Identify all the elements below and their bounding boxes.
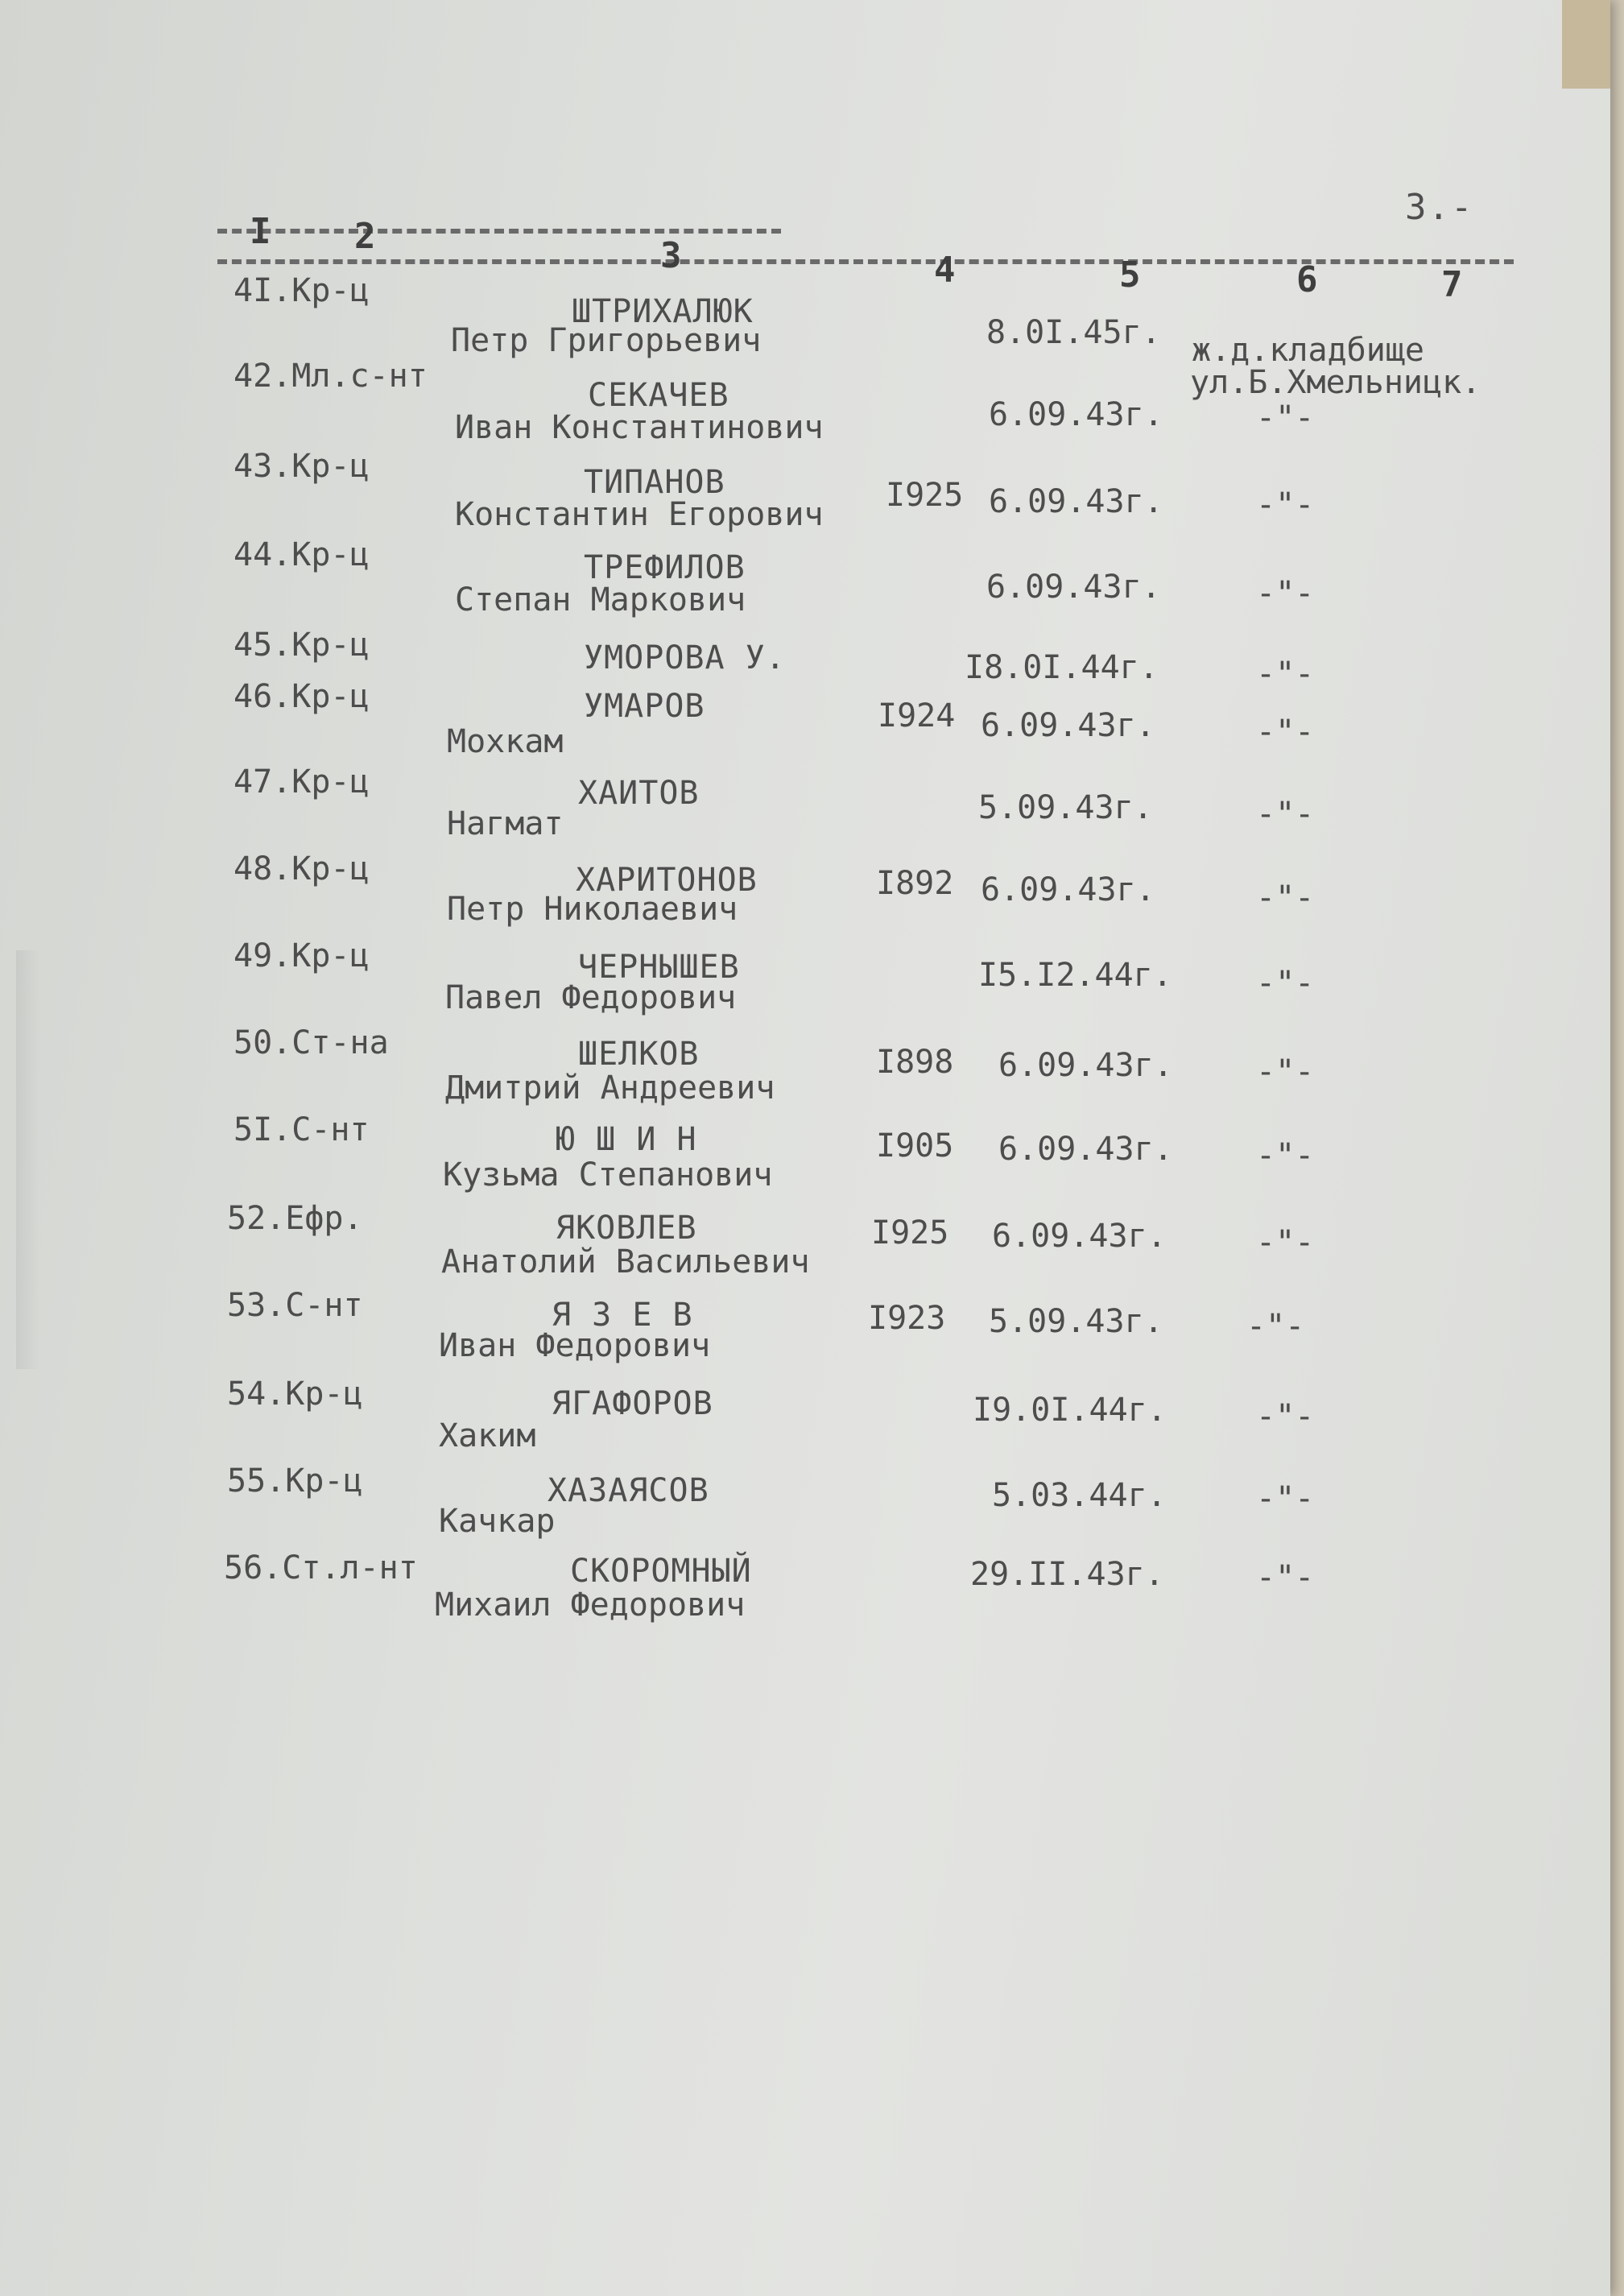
surname: ТРЕФИЛОВ [584, 549, 746, 586]
burial-place: -"- [1256, 1137, 1315, 1174]
burial-place: -"- [1256, 879, 1315, 916]
place-line-continuation: ул.Б.Хмельницк. [1190, 364, 1481, 401]
death-date: 5.03.44г. [992, 1477, 1167, 1514]
death-date: 6.09.43г. [986, 569, 1161, 606]
burial-place: -"- [1256, 965, 1315, 1002]
surname: ШЕЛКОВ [578, 1036, 700, 1073]
surname: СКОРОМНЫЙ [570, 1553, 752, 1590]
list-item [0, 763, 1610, 844]
column-number: 5 [1119, 254, 1141, 296]
burial-place: -"- [1256, 1398, 1315, 1435]
birth-year: I892 [876, 865, 954, 902]
death-date: 6.09.43г. [992, 1218, 1167, 1255]
rank-number: 55.Кр-ц [227, 1462, 363, 1500]
rank-number: 49.Кр-ц [233, 937, 370, 974]
burial-place: -"- [1256, 486, 1315, 523]
surname: Я З Е В [552, 1297, 693, 1334]
death-date: I8.0I.44г. [965, 649, 1159, 686]
death-date: 5.09.43г. [989, 1303, 1163, 1340]
death-date: 8.0I.45г. [986, 314, 1161, 351]
surname: УМАРОВ [584, 688, 705, 725]
given-name: Михаил Федорович [435, 1587, 746, 1624]
given-name: Петр Николаевич [447, 891, 738, 928]
death-date: I9.0I.44г. [973, 1392, 1167, 1429]
given-name: Нагмат [447, 805, 564, 842]
burial-place: -"- [1256, 1224, 1315, 1261]
header-dash-line [217, 259, 1514, 264]
list-item [0, 448, 1610, 533]
given-name: Константин Егорович [455, 496, 824, 533]
rank-number: 50.Ст-на [233, 1024, 389, 1061]
given-name: Мохкам [447, 723, 564, 760]
rank-number: 42.Мл.с-нт [233, 358, 428, 395]
column-number: 4 [934, 250, 956, 291]
header-dash-line [217, 229, 781, 234]
surname: ЯКОВЛЕВ [556, 1210, 697, 1247]
background-edge [1562, 0, 1610, 89]
list-item [0, 1376, 1610, 1456]
rank-number: 52.Ефр. [227, 1200, 363, 1237]
surname: ШТРИХАЛЮК [572, 293, 754, 330]
birth-year: I924 [878, 697, 956, 734]
burial-place: -"- [1256, 1480, 1315, 1517]
list-item [0, 1111, 1610, 1192]
rank-number: 48.Кр-ц [233, 850, 370, 887]
given-name: Петр Григорьевич [451, 322, 762, 359]
rank-number: 4I.Кр-ц [233, 272, 370, 309]
given-name: Павел Федорович [445, 979, 737, 1016]
list-item [0, 1200, 1610, 1280]
surname: ХАРИТОНОВ [576, 862, 758, 899]
rank-number: 46.Кр-ц [233, 678, 370, 715]
list-item [0, 272, 1610, 369]
list-item [0, 678, 1610, 759]
burial-place: -"- [1246, 1308, 1305, 1345]
death-date: 6.09.43г. [981, 871, 1155, 908]
list-item [0, 1287, 1610, 1367]
surname: УМОРОВА У. [584, 639, 786, 676]
rank-number: 47.Кр-ц [233, 763, 370, 800]
surname: СЕКАЧЕВ [588, 377, 729, 414]
column-number: I [250, 211, 271, 252]
burial-place: -"- [1256, 796, 1315, 833]
death-date: 5.09.43г. [978, 789, 1153, 826]
rank-number: 56.Ст.л-нт [224, 1549, 418, 1587]
list-item [0, 358, 1610, 446]
rank-number: 5I.С-нт [233, 1111, 370, 1148]
surname: ЧЕРНЫШЕВ [578, 949, 740, 986]
list-item [0, 536, 1610, 617]
death-date: I5.I2.44г. [978, 957, 1172, 994]
list-item [0, 1024, 1610, 1105]
list-item [0, 1462, 1610, 1543]
birth-year: I925 [871, 1214, 949, 1251]
given-name: Иван Константинович [455, 409, 824, 446]
column-number: 2 [354, 216, 376, 257]
rank-number: 53.С-нт [227, 1287, 363, 1324]
burial-place: -"- [1256, 656, 1315, 693]
list-item [0, 937, 1610, 1018]
given-name: Хаким [439, 1417, 536, 1454]
death-date: 6.09.43г. [989, 483, 1163, 520]
list-item [0, 1549, 1610, 1630]
list-item [0, 850, 1610, 931]
surname: ТИПАНОВ [584, 464, 725, 501]
column-number: 6 [1296, 259, 1318, 300]
rank-number: 44.Кр-ц [233, 536, 370, 573]
rank-number: 43.Кр-ц [233, 448, 370, 485]
surname: ХАЗАЯСОВ [548, 1472, 709, 1509]
burial-place: -"- [1256, 575, 1315, 612]
death-date: 29.II.43г. [970, 1556, 1164, 1593]
burial-place: -"- [1256, 1053, 1315, 1090]
column-number: 3 [660, 235, 682, 276]
birth-year: I923 [868, 1300, 946, 1337]
surname: ХАИТОВ [578, 775, 700, 812]
burial-place: -"- [1256, 714, 1315, 751]
rank-number: 54.Кр-ц [227, 1376, 363, 1413]
birth-year: I905 [876, 1127, 954, 1165]
birth-year: I898 [876, 1044, 954, 1081]
burial-place: -"- [1256, 399, 1315, 436]
given-name: Дмитрий Андреевич [445, 1069, 775, 1107]
surname: Ю Ш И Н [556, 1121, 697, 1158]
birth-year: I925 [886, 477, 964, 514]
burial-place: ж.д.кладбище [1192, 332, 1424, 369]
surname: ЯГАФОРОВ [552, 1385, 713, 1422]
death-date: 6.09.43г. [989, 396, 1163, 433]
column-number: 7 [1441, 264, 1463, 305]
burial-place: -"- [1256, 1559, 1315, 1596]
death-date: 6.09.43г. [981, 707, 1155, 744]
given-name: Иван Федорович [439, 1327, 711, 1364]
rank-number: 45.Кр-ц [233, 627, 370, 664]
given-name: Кузьма Степанович [443, 1156, 773, 1194]
death-date: 6.09.43г. [998, 1047, 1173, 1084]
given-name: Анатолий Васильевич [441, 1243, 810, 1280]
given-name: Качкар [439, 1503, 556, 1540]
given-name: Степан Маркович [455, 581, 746, 618]
death-date: 6.09.43г. [998, 1131, 1173, 1168]
page-number: 3.- [1405, 187, 1474, 228]
